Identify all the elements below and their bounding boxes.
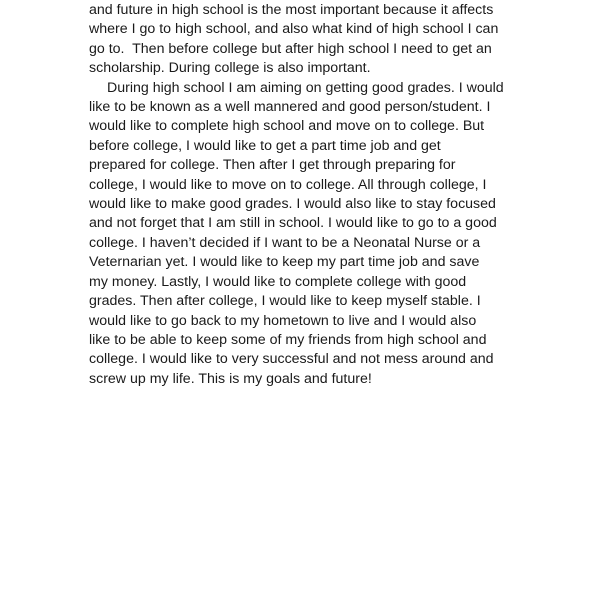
- text-line: scholarship. During college is also important.: [89, 60, 371, 77]
- text-line: like to be able to keep some of my friends from high school and: [89, 331, 487, 348]
- text-line: prepared for college. Then after I get through preparing for: [89, 157, 456, 174]
- text-line: grades. Then after college, I would like to keep myself stable. I: [89, 293, 481, 310]
- text-line: and not forget that I am still in school. I would like to go to a good: [89, 215, 497, 232]
- text-line: would like to make good grades. I would also like to stay focused: [89, 196, 496, 213]
- paragraph-1: [89, 1, 519, 79]
- essay-text: [89, 1, 519, 389]
- text-line: would like to go back to my hometown to live and I would also: [89, 312, 477, 329]
- text-line: where I go to high school, and also what kind of high school I can: [89, 21, 499, 38]
- text-line: college, I would like to move on to college. All through college, I: [89, 176, 487, 193]
- text-line: During high school I am aiming on getting good grades. I would: [107, 79, 504, 96]
- text-line: and future in high school is the most important because it affects: [89, 2, 494, 18]
- text-line: college. I haven’t decided if I want to be a Neonatal Nurse or a: [89, 234, 481, 251]
- text-line: my money. Lastly, I would like to complete college with good: [89, 273, 467, 290]
- text-line: college. I would like to very successful and not mess around and: [89, 351, 494, 368]
- text-line: screw up my life. This is my goals and future!: [89, 370, 372, 387]
- text-line: go to. Then before college but after high school I need to get an: [89, 40, 492, 57]
- text-line: would like to complete high school and move on to college. But: [89, 118, 485, 135]
- text-line: before college, I would like to get a part time job and get: [89, 137, 441, 154]
- paragraph-2: [89, 79, 519, 390]
- text-line: like to be known as a well mannered and good person/student. I: [89, 99, 491, 116]
- text-line: Veternarian yet. I would like to keep my part time job and save: [89, 254, 480, 271]
